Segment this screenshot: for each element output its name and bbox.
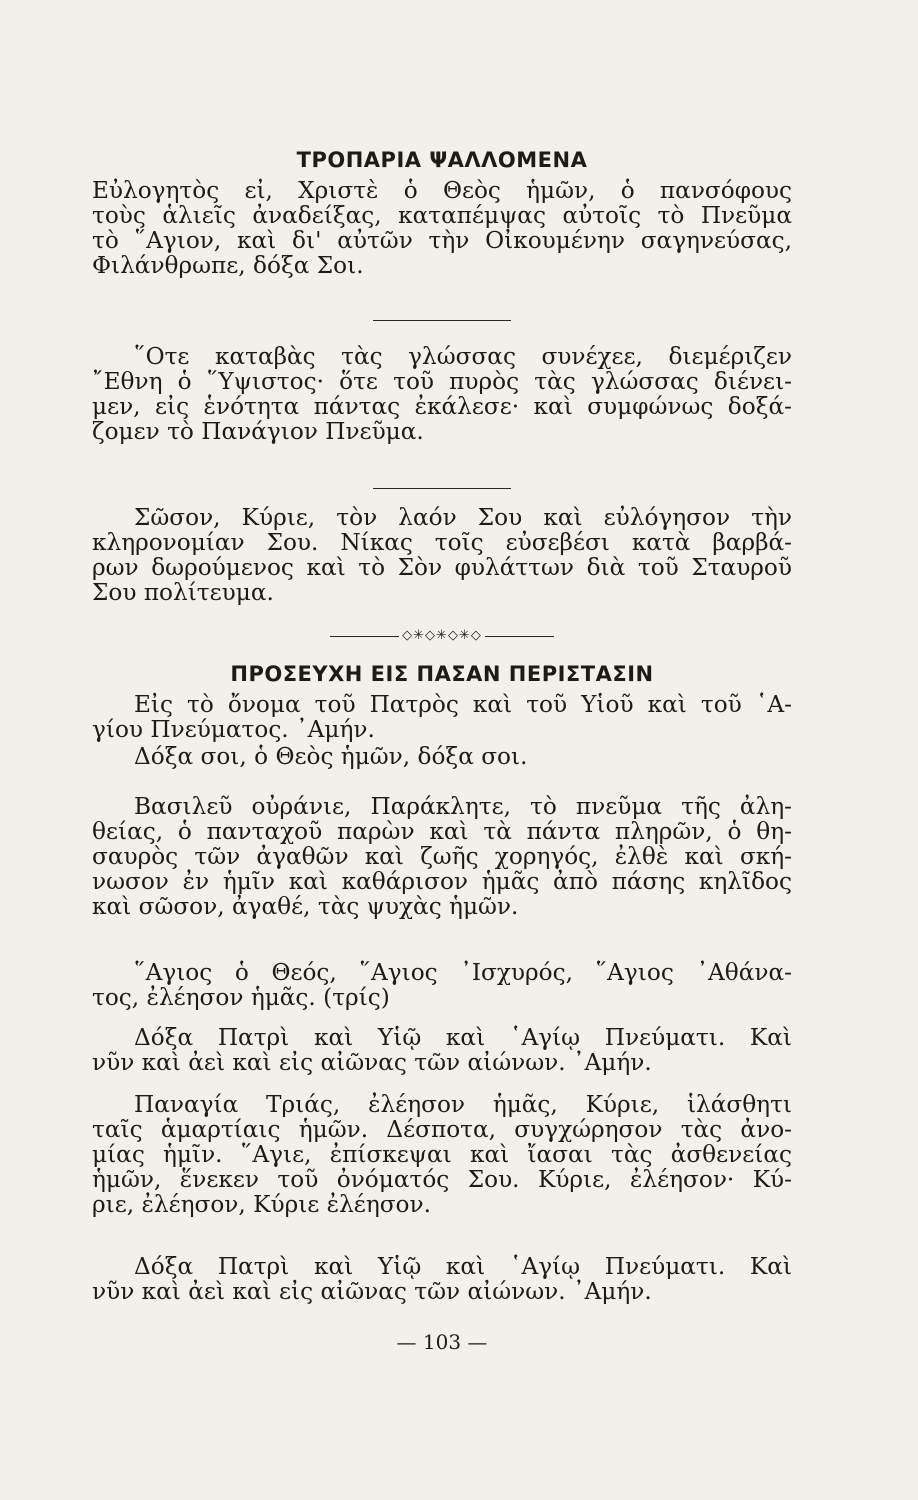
divider-rule: [373, 488, 511, 489]
troparion-paragraph-1: [92, 178, 792, 278]
text-line: Σῶσον, Κύριε, τὸν λαόν Σου καὶ εὐλόγησον τὴν: [134, 505, 792, 530]
text-line: μίας ἡμῖν. ῞Αγιε, ἐπίσκεψαι καὶ ἴασαι τὰς ἀσθενείας: [92, 1142, 792, 1167]
prayer-paragraph-3: [92, 794, 792, 919]
troparion-paragraph-2: [92, 344, 792, 444]
prayer-paragraph-2: [92, 744, 792, 769]
text-line: Σου πολίτευμα.: [92, 580, 274, 605]
page-number: — 103 —: [396, 1330, 488, 1354]
troparion-paragraph-3: [92, 505, 792, 605]
ornamental-divider: [330, 628, 554, 644]
text-line: νῦν καὶ ἀεὶ καὶ εἰς αἰῶνας τῶν αἰώνων. ᾿Αμήν.: [92, 1279, 652, 1304]
text-line: γίου Πνεύματος. ᾿Αμήν.: [92, 717, 375, 742]
divider-rule: [373, 320, 511, 321]
section-title-troparia: ΤΡΟΠΑΡΙΑ ΨΑΛΛΟΜΕΝΑ: [296, 148, 588, 172]
prayer-paragraph-5: [92, 1025, 792, 1075]
text-line: τὸ ῞Αγιον, καὶ δι' αὐτῶν τὴν Οἰκουμένην σαγηνεύσας,: [92, 228, 792, 253]
text-line: νωσον ἐν ἡμῖν καὶ καθάρισον ἡμᾶς ἀπὸ πάσης κηλῖδος: [92, 869, 792, 894]
prayer-paragraph-4: [92, 960, 792, 1010]
prayer-paragraph-6: [92, 1092, 792, 1217]
text-line: ἡμῶν, ἕνεκεν τοῦ ὀνόματός Σου. Κύριε, ἐλέησον· Κύ-: [92, 1167, 792, 1192]
text-line: ῎Εθνη ὁ ῞Υψιστος· ὅτε τοῦ πυρὸς τὰς γλώσσας διένει-: [92, 369, 792, 394]
text-line: τος, ἐλέησον ἡμᾶς. (τρίς): [92, 985, 390, 1010]
text-line: ῞Αγιος ὁ Θεός, ῞Αγιος ᾿Ισχυρός, ῞Αγιος ᾿Αθάνα-: [134, 960, 792, 985]
text-line: Δόξα σοι, ὁ Θεὸς ἡμῶν, δόξα σοι.: [134, 744, 528, 769]
text-line: Εἰς τὸ ὄνομα τοῦ Πατρὸς καὶ τοῦ Υἱοῦ καὶ τοῦ ῾Α-: [134, 692, 792, 717]
text-line: Φιλάνθρωπε, δόξα Σοι.: [92, 253, 364, 278]
text-line: σαυρὸς τῶν ἀγαθῶν καὶ ζωῆς χορηγός, ἐλθὲ καὶ σκή-: [92, 844, 792, 869]
text-line: ζομεν τὸ Πανάγιον Πνεῦμα.: [92, 419, 424, 444]
text-line: Παναγία Τριάς, ἐλέησον ἡμᾶς, Κύριε, ἱλάσθητι: [134, 1092, 792, 1117]
text-line: ριε, ἐλέησον, Κύριε ἐλέησον.: [92, 1192, 431, 1217]
ornament-glyphs: ◇✳◇✳◇✳◇: [402, 628, 482, 643]
prayer-paragraph-7: [92, 1254, 792, 1304]
text-line: μεν, εἰς ἑνότητα πάντας ἐκάλεσε· καὶ συμφώνως δοξά-: [92, 394, 792, 419]
section-title-prayer: ΠΡΟΣΕΥΧΗ ΕΙΣ ΠΑΣΑΝ ΠΕΡΙΣΤΑΣΙΝ: [230, 662, 654, 686]
text-line: Δόξα Πατρὶ καὶ Υἱῷ καὶ ῾Αγίῳ Πνεύματι. Καὶ: [134, 1025, 792, 1050]
text-line: ρων δωρούμενος καὶ τὸ Σὸν φυλάττων διὰ τοῦ Σταυροῦ: [92, 555, 792, 580]
ornament-bar-left: [330, 636, 399, 637]
text-line: Δόξα Πατρὶ καὶ Υἱῷ καὶ ῾Αγίῳ Πνεύματι. Καὶ: [134, 1254, 792, 1279]
ornament-bar-right: [485, 636, 554, 637]
text-line: νῦν καὶ ἀεὶ καὶ εἰς αἰῶνας τῶν αἰώνων. ᾿Αμήν.: [92, 1050, 652, 1075]
prayer-paragraph-1: [92, 692, 792, 742]
text-line: καὶ σῶσον, ἀγαθέ, τὰς ψυχὰς ἡμῶν.: [92, 894, 519, 919]
text-line: ταῖς ἁμαρτίαις ἡμῶν. Δέσποτα, συγχώρησον τὰς ἀνο-: [92, 1117, 792, 1142]
text-line: Βασιλεῦ οὐράνιε, Παράκλητε, τὸ πνεῦμα τῆς ἀλη-: [134, 794, 792, 819]
text-line: Εὐλογητὸς εἶ, Χριστὲ ὁ Θεὸς ἡμῶν, ὁ πανσόφους: [92, 178, 792, 203]
text-line: τοὺς ἁλιεῖς ἀναδείξας, καταπέμψας αὐτοῖς τὸ Πνεῦμα: [92, 203, 792, 228]
text-line: κληρονομίαν Σου. Νίκας τοῖς εὐσεβέσι κατὰ βαρβά-: [92, 530, 792, 555]
text-line: ῞Οτε καταβὰς τὰς γλώσσας συνέχεε, διεμέριζεν: [134, 344, 792, 369]
text-line: θείας, ὁ πανταχοῦ παρὼν καὶ τὰ πάντα πληρῶν, ὁ θη-: [92, 819, 792, 844]
